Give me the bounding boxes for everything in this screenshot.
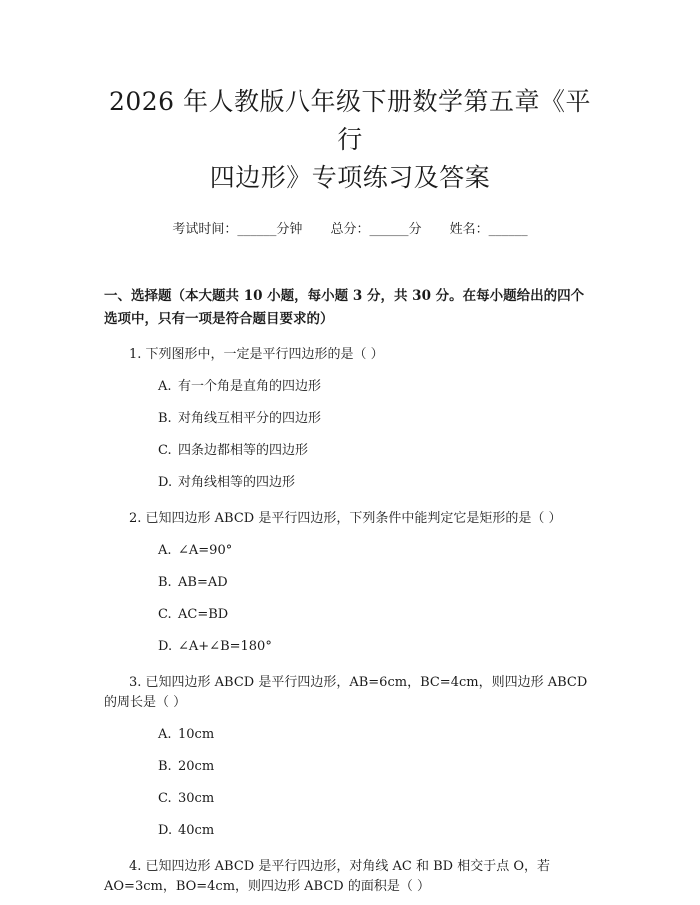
- exam-time-field: 考试时间：______分钟: [172, 222, 303, 237]
- option-letter: B.: [158, 759, 172, 774]
- option-text: ∠A=90°: [178, 543, 233, 558]
- option-letter: A.: [158, 379, 172, 394]
- option-b: [104, 757, 596, 777]
- question-list: [104, 345, 596, 897]
- student-name-field: 姓名：______: [449, 222, 528, 237]
- option-text: ∠A+∠B=180°: [178, 639, 272, 654]
- option-letter: A.: [158, 543, 172, 558]
- option-text: 对角线相等的四边形: [178, 475, 296, 490]
- question-text: 2. 已知四边形 ABCD 是平行四边形，下列条件中能判定它是矩形的是（ ）: [129, 511, 562, 526]
- option-text: 有一个角是直角的四边形: [178, 379, 322, 394]
- option-text: AB=AD: [178, 575, 228, 590]
- option-letter: B.: [158, 575, 172, 590]
- option-letter: D.: [158, 475, 173, 490]
- question-text: 1. 下列图形中，一定是平行四边形的是（ ）: [129, 347, 384, 362]
- option-b: [104, 409, 596, 429]
- question-1: [104, 345, 596, 493]
- title-line-2: 四边形》专项练习及答案: [209, 163, 491, 192]
- question-3: [104, 673, 596, 841]
- question-2: [104, 509, 596, 657]
- total-score-field: 总分：______分: [330, 222, 422, 237]
- document-title: [104, 0, 596, 197]
- option-d: [104, 473, 596, 493]
- option-text: 20cm: [178, 759, 215, 774]
- option-c: [104, 605, 596, 625]
- question-text: 4. 已知四边形 ABCD 是平行四边形，对角线 AC 和 BD 相交于点 O，若 AO=3cm，BO=4cm，则四边形 ABCD 的面积是（ ）: [104, 859, 550, 894]
- question-4: [104, 857, 596, 897]
- option-letter: C.: [158, 607, 172, 622]
- option-text: AC=BD: [178, 607, 229, 622]
- option-text: 四条边都相等的四边形: [178, 443, 309, 458]
- option-c: [104, 441, 596, 461]
- option-letter: C.: [158, 791, 172, 806]
- option-a: [104, 541, 596, 561]
- option-text: 对角线互相平分的四边形: [178, 411, 322, 426]
- option-c: [104, 789, 596, 809]
- option-d: [104, 637, 596, 657]
- option-letter: B.: [158, 411, 172, 426]
- option-text: 40cm: [178, 823, 215, 838]
- section-header-multiple-choice: 一、选择题（本大题共 10 小题，每小题 3 分，共 30 分。在每小题给出的四个选项中，只有一项是符合题目要求的）: [104, 288, 585, 327]
- option-a: [104, 725, 596, 745]
- question-text: 3. 已知四边形 ABCD 是平行四边形，AB=6cm，BC=4cm，则四边形 ABCD 的周长是（ ）: [104, 675, 588, 710]
- option-text: 30cm: [178, 791, 215, 806]
- option-b: [104, 573, 596, 593]
- option-d: [104, 821, 596, 841]
- option-letter: D.: [158, 823, 173, 838]
- option-a: [104, 377, 596, 397]
- option-letter: C.: [158, 443, 172, 458]
- option-text: 10cm: [178, 727, 215, 742]
- option-letter: D.: [158, 639, 173, 654]
- option-letter: A.: [158, 727, 172, 742]
- exam-info: [104, 221, 596, 239]
- title-line-1: 2026 年人教版八年级下册数学第五章《平行: [108, 87, 592, 154]
